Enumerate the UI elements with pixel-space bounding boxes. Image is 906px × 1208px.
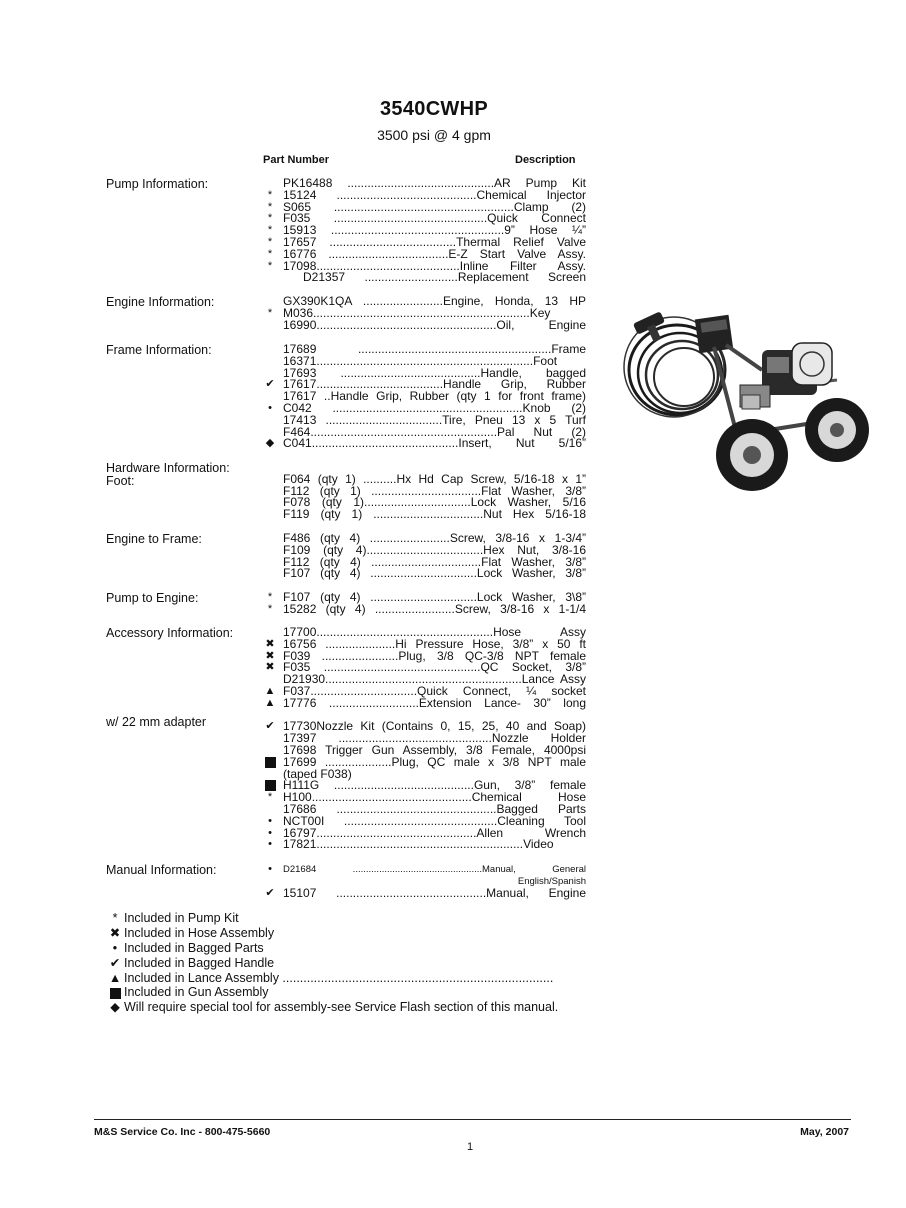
asterisk-marker-icon: *: [267, 224, 273, 237]
asterisk-marker-icon: *: [267, 247, 273, 260]
part-row: [260, 695, 586, 710]
triangle-marker-icon: ▲: [264, 696, 276, 709]
part-text: 17657 ......................................Thermal Relief Valve: [283, 234, 586, 249]
section-label-line: [106, 692, 233, 705]
section-label: [106, 864, 216, 877]
part-text: D21684 .................................................Manual, General: [283, 864, 586, 875]
part-row: [260, 438, 586, 450]
bullet-marker-icon: •: [112, 940, 118, 955]
triangle-marker-icon: ▲: [264, 684, 276, 697]
row-marker: [260, 721, 280, 733]
section-label-line: Foot:: [106, 474, 135, 488]
legend-text: Included in Bagged Handle: [124, 955, 275, 970]
part-text: (taped F038): [283, 766, 352, 781]
part-text: 17689 ..........................................................Frame: [283, 342, 586, 356]
section-rows: [260, 864, 586, 899]
part-text: D21357 ............................Replacement Screen: [303, 270, 586, 285]
legend-text: Included in Hose Assembly: [124, 925, 275, 940]
legend-marker: [106, 971, 124, 986]
legend-text: Included in Lance Assembly ..............................................................................: [124, 970, 554, 985]
bullet-marker-icon: •: [268, 401, 272, 414]
page-title: 3540CWHP: [380, 98, 488, 120]
legend-item: [106, 971, 558, 986]
asterisk-marker-icon: *: [267, 259, 273, 272]
part-text: 17700.....................................................Hose Assy: [283, 625, 586, 639]
bullet-marker-icon: •: [268, 838, 272, 851]
section-label-line: [106, 666, 233, 679]
part-text: F035 ..............................................Quick Connect: [283, 211, 586, 226]
asterisk-marker-icon: *: [267, 591, 273, 603]
triangle-marker-icon: ▲: [108, 970, 122, 985]
part-text: F039 .......................Plug, 3/8 QC-3/8 NPT female: [283, 648, 586, 663]
section-label-line: Frame Information:: [106, 343, 212, 357]
part-text: 15124 ..........................................Chemical Injector: [283, 187, 586, 202]
part-text: H100................................................Chemical Hose: [283, 790, 586, 805]
part-text: S065 ......................................................Clamp (2): [283, 199, 586, 214]
page-subtitle: 3500 psi @ 4 gpm: [377, 127, 491, 143]
part-row: [260, 601, 586, 616]
part-text: 16756 .....................Hi Pressure Hose, 3/8” x 50 ft: [283, 636, 586, 651]
square-marker-icon: [110, 988, 121, 999]
section-label: [106, 344, 212, 357]
part-text: M036.................................................................Key: [283, 305, 551, 320]
part-text: 17617 ..Handle Grip, Rubber (qty 1 for front frame): [283, 389, 586, 404]
legend: [106, 911, 558, 1015]
bullet-marker-icon: •: [268, 814, 272, 827]
legend-item: [106, 926, 558, 941]
row-marker: [260, 864, 280, 876]
part-text: 17699 ....................Plug, QC male x 3/8 NPT male: [283, 754, 586, 769]
row-marker: [260, 888, 280, 900]
check-marker-icon: ✔: [265, 886, 275, 899]
part-text: 17098...........................................Inline Filter Assy.: [283, 258, 586, 273]
part-text: F064 (qty 1) ..........Hx Hd Cap Screw, 5/16-18 x 1”: [283, 471, 586, 486]
legend-text: Included in Pump Kit: [124, 911, 239, 925]
asterisk-marker-icon: *: [267, 188, 273, 201]
part-text: 17693 ..........................................Handle, bagged: [283, 365, 586, 380]
part-text: F078 (qty 1)................................Lock Washer, 5/16: [283, 495, 586, 510]
asterisk-marker-icon: *: [267, 306, 273, 319]
part-text: C042 .........................................................Knob (2): [283, 400, 586, 415]
part-text: F464........................................................Pal Nut (2): [283, 424, 586, 439]
section-rows: [260, 178, 586, 284]
row-marker: [260, 308, 280, 320]
row-marker: [260, 662, 280, 674]
legend-marker: [106, 941, 124, 956]
row-marker: [260, 839, 280, 851]
part-row: [260, 864, 586, 876]
part-text: F112 (qty 1) .................................Flat Washer, 3/8”: [283, 483, 586, 498]
section-label-line: Engine to Frame:: [106, 532, 202, 546]
part-text: F107 (qty 4) ................................Lock Washer, 3/8”: [283, 566, 586, 581]
square-marker-icon: [265, 780, 276, 791]
pressure-washer-image: [622, 295, 872, 500]
bullet-marker-icon: •: [268, 826, 272, 839]
row-marker: [260, 757, 280, 769]
part-text: 17698 Trigger Gun Assembly, 3/8 Female, 4000psi: [283, 742, 586, 757]
part-text: C041............................................Insert, Nut 5/16”: [283, 436, 586, 451]
part-number-header: Part Number: [263, 154, 330, 166]
row-marker: [260, 379, 280, 391]
asterisk-marker-icon: *: [112, 911, 118, 925]
section-label: [106, 296, 214, 309]
part-row: [260, 839, 586, 851]
part-text: 17821..............................................................Video: [283, 837, 554, 852]
part-text: 15282 (qty 4) ........................Screw, 3/8-16 x 1-1/4: [283, 601, 586, 616]
part-text: F119 (qty 1) .................................Nut Hex 5/16-18: [283, 507, 586, 522]
part-text: 17686 ................................................Bagged Parts: [283, 801, 586, 816]
row-marker: [260, 698, 280, 710]
diamond-marker-icon: ◆: [265, 437, 275, 450]
part-text: H111G ..........................................Gun, 3/8” female: [283, 778, 586, 793]
cross-marker-icon: ✖: [265, 637, 275, 650]
section-label: [106, 627, 233, 729]
footer-divider: [94, 1119, 851, 1120]
part-text: 16990......................................................Oil, Engine: [283, 317, 586, 332]
check-marker-icon: ✔: [265, 720, 275, 733]
legend-item: [106, 941, 558, 956]
part-text: NCT00I ..............................................Cleaning Tool: [283, 813, 586, 828]
row-marker: [260, 261, 280, 273]
asterisk-marker-icon: *: [267, 791, 273, 804]
section-label-line: Manual Information:: [106, 863, 217, 877]
part-text: 17776 ...........................Extension Lance- 30” long: [283, 695, 586, 710]
section-label-line: Pump Information:: [106, 177, 209, 191]
section-rows: [260, 627, 586, 851]
part-row: [260, 272, 586, 284]
part-text: 17413 ...................................Tire, Pneu 13 x 5 Turf: [283, 412, 586, 427]
part-row: [260, 568, 586, 580]
section-rows: [260, 592, 586, 616]
row-marker: [260, 604, 280, 616]
section-label-line: [106, 653, 233, 666]
legend-marker: [106, 956, 124, 971]
cross-marker-icon: ✖: [265, 661, 275, 674]
section-label: [106, 178, 208, 191]
row-marker: [260, 438, 280, 450]
asterisk-marker-icon: *: [267, 200, 273, 213]
asterisk-marker-icon: *: [267, 602, 273, 615]
section-label: [106, 462, 230, 488]
footer-company: M&S Service Co. Inc - 800-475-5660: [94, 1126, 271, 1138]
cross-marker-icon: ✖: [109, 925, 121, 940]
page-number: 1: [466, 1141, 474, 1153]
check-marker-icon: ✔: [109, 955, 121, 970]
part-text: 15913 ....................................................9” Hose ¼”: [283, 223, 586, 238]
bullet-marker-icon: •: [268, 863, 272, 875]
part-row: [260, 317, 586, 332]
part-text: PK16488 ............................................AR Pump Kit: [283, 176, 586, 190]
section-rows: [260, 296, 586, 331]
cross-marker-icon: ✖: [265, 649, 275, 662]
section-label-line: [106, 679, 233, 692]
section-label-line: Accessory Information:: [106, 626, 234, 640]
section-rows: [260, 344, 586, 450]
legend-item: [106, 956, 558, 971]
section-label-line: Engine Information:: [106, 295, 215, 309]
part-text: D21930...........................................................Lance Assy: [283, 672, 586, 687]
section-label-line: [106, 640, 233, 653]
part-text: F112 (qty 4) .................................Flat Washer, 3/8”: [283, 554, 586, 569]
square-marker-icon: [265, 757, 276, 768]
check-marker-icon: ✔: [265, 378, 275, 391]
part-text: 16776 ....................................E-Z Start Valve Assy.: [283, 246, 586, 261]
part-text: 17730Nozzle Kit (Contains 0, 15, 25, 40 and Soap): [283, 719, 586, 734]
legend-item: [106, 911, 558, 926]
section-label: [106, 533, 202, 546]
row-marker: [260, 792, 280, 804]
legend-item: [106, 1000, 558, 1015]
description-header: Description: [515, 154, 576, 166]
part-text: F486 (qty 4) ........................Screw, 3/8-16 x 1-3/4”: [283, 531, 586, 545]
section-label-line: w/ 22 mm adapter: [106, 715, 207, 729]
section-label: [106, 592, 198, 605]
asterisk-marker-icon: *: [267, 235, 273, 248]
part-text: 15107 .............................................Manual, Engine: [283, 885, 586, 900]
section-label-line: Pump to Engine:: [106, 591, 199, 605]
part-text: 16797................................................Allen Wrench: [283, 825, 586, 840]
legend-marker: [106, 926, 124, 941]
diamond-marker-icon: ◆: [110, 1000, 120, 1015]
part-text: F037................................Quick Connect, ¼ socket: [283, 683, 586, 698]
legend-text: Will require special tool for assembly-see Service Flash section of this manual.: [124, 1000, 559, 1015]
legend-text: Included in Bagged Parts: [124, 940, 264, 955]
legend-text: Included in Gun Assembly: [124, 985, 269, 1000]
legend-item: [106, 985, 558, 1000]
part-text: 17397 ..............................................Nozzle Holder: [283, 731, 586, 746]
part-text: English/Spanish: [517, 875, 586, 887]
part-text: F035 ...............................................QC Socket, 3/8”: [283, 660, 586, 675]
section-rows: [260, 462, 586, 521]
part-text: F109 (qty 4)...................................Hex Nut, 3/8-16: [283, 542, 586, 557]
row-marker: [260, 403, 280, 415]
part-text: 17617......................................Handle Grip, Rubber: [283, 377, 586, 392]
part-text: F107 (qty 4) ................................Lock Washer, 3\8”: [283, 590, 586, 604]
legend-marker: [106, 985, 124, 1000]
asterisk-marker-icon: *: [267, 212, 273, 225]
legend-marker: [106, 911, 124, 926]
part-row: [260, 885, 586, 900]
footer-date: May, 2007: [800, 1126, 849, 1138]
section-rows: [260, 533, 586, 580]
part-text: 16371.................................................................Foot: [283, 353, 558, 368]
part-row: [260, 509, 586, 521]
section-label-line: Hardware Information:: [106, 461, 230, 475]
legend-marker: [106, 1000, 124, 1015]
part-text: GX390K1QA ........................Engine, Honda, 13 HP: [283, 294, 586, 308]
